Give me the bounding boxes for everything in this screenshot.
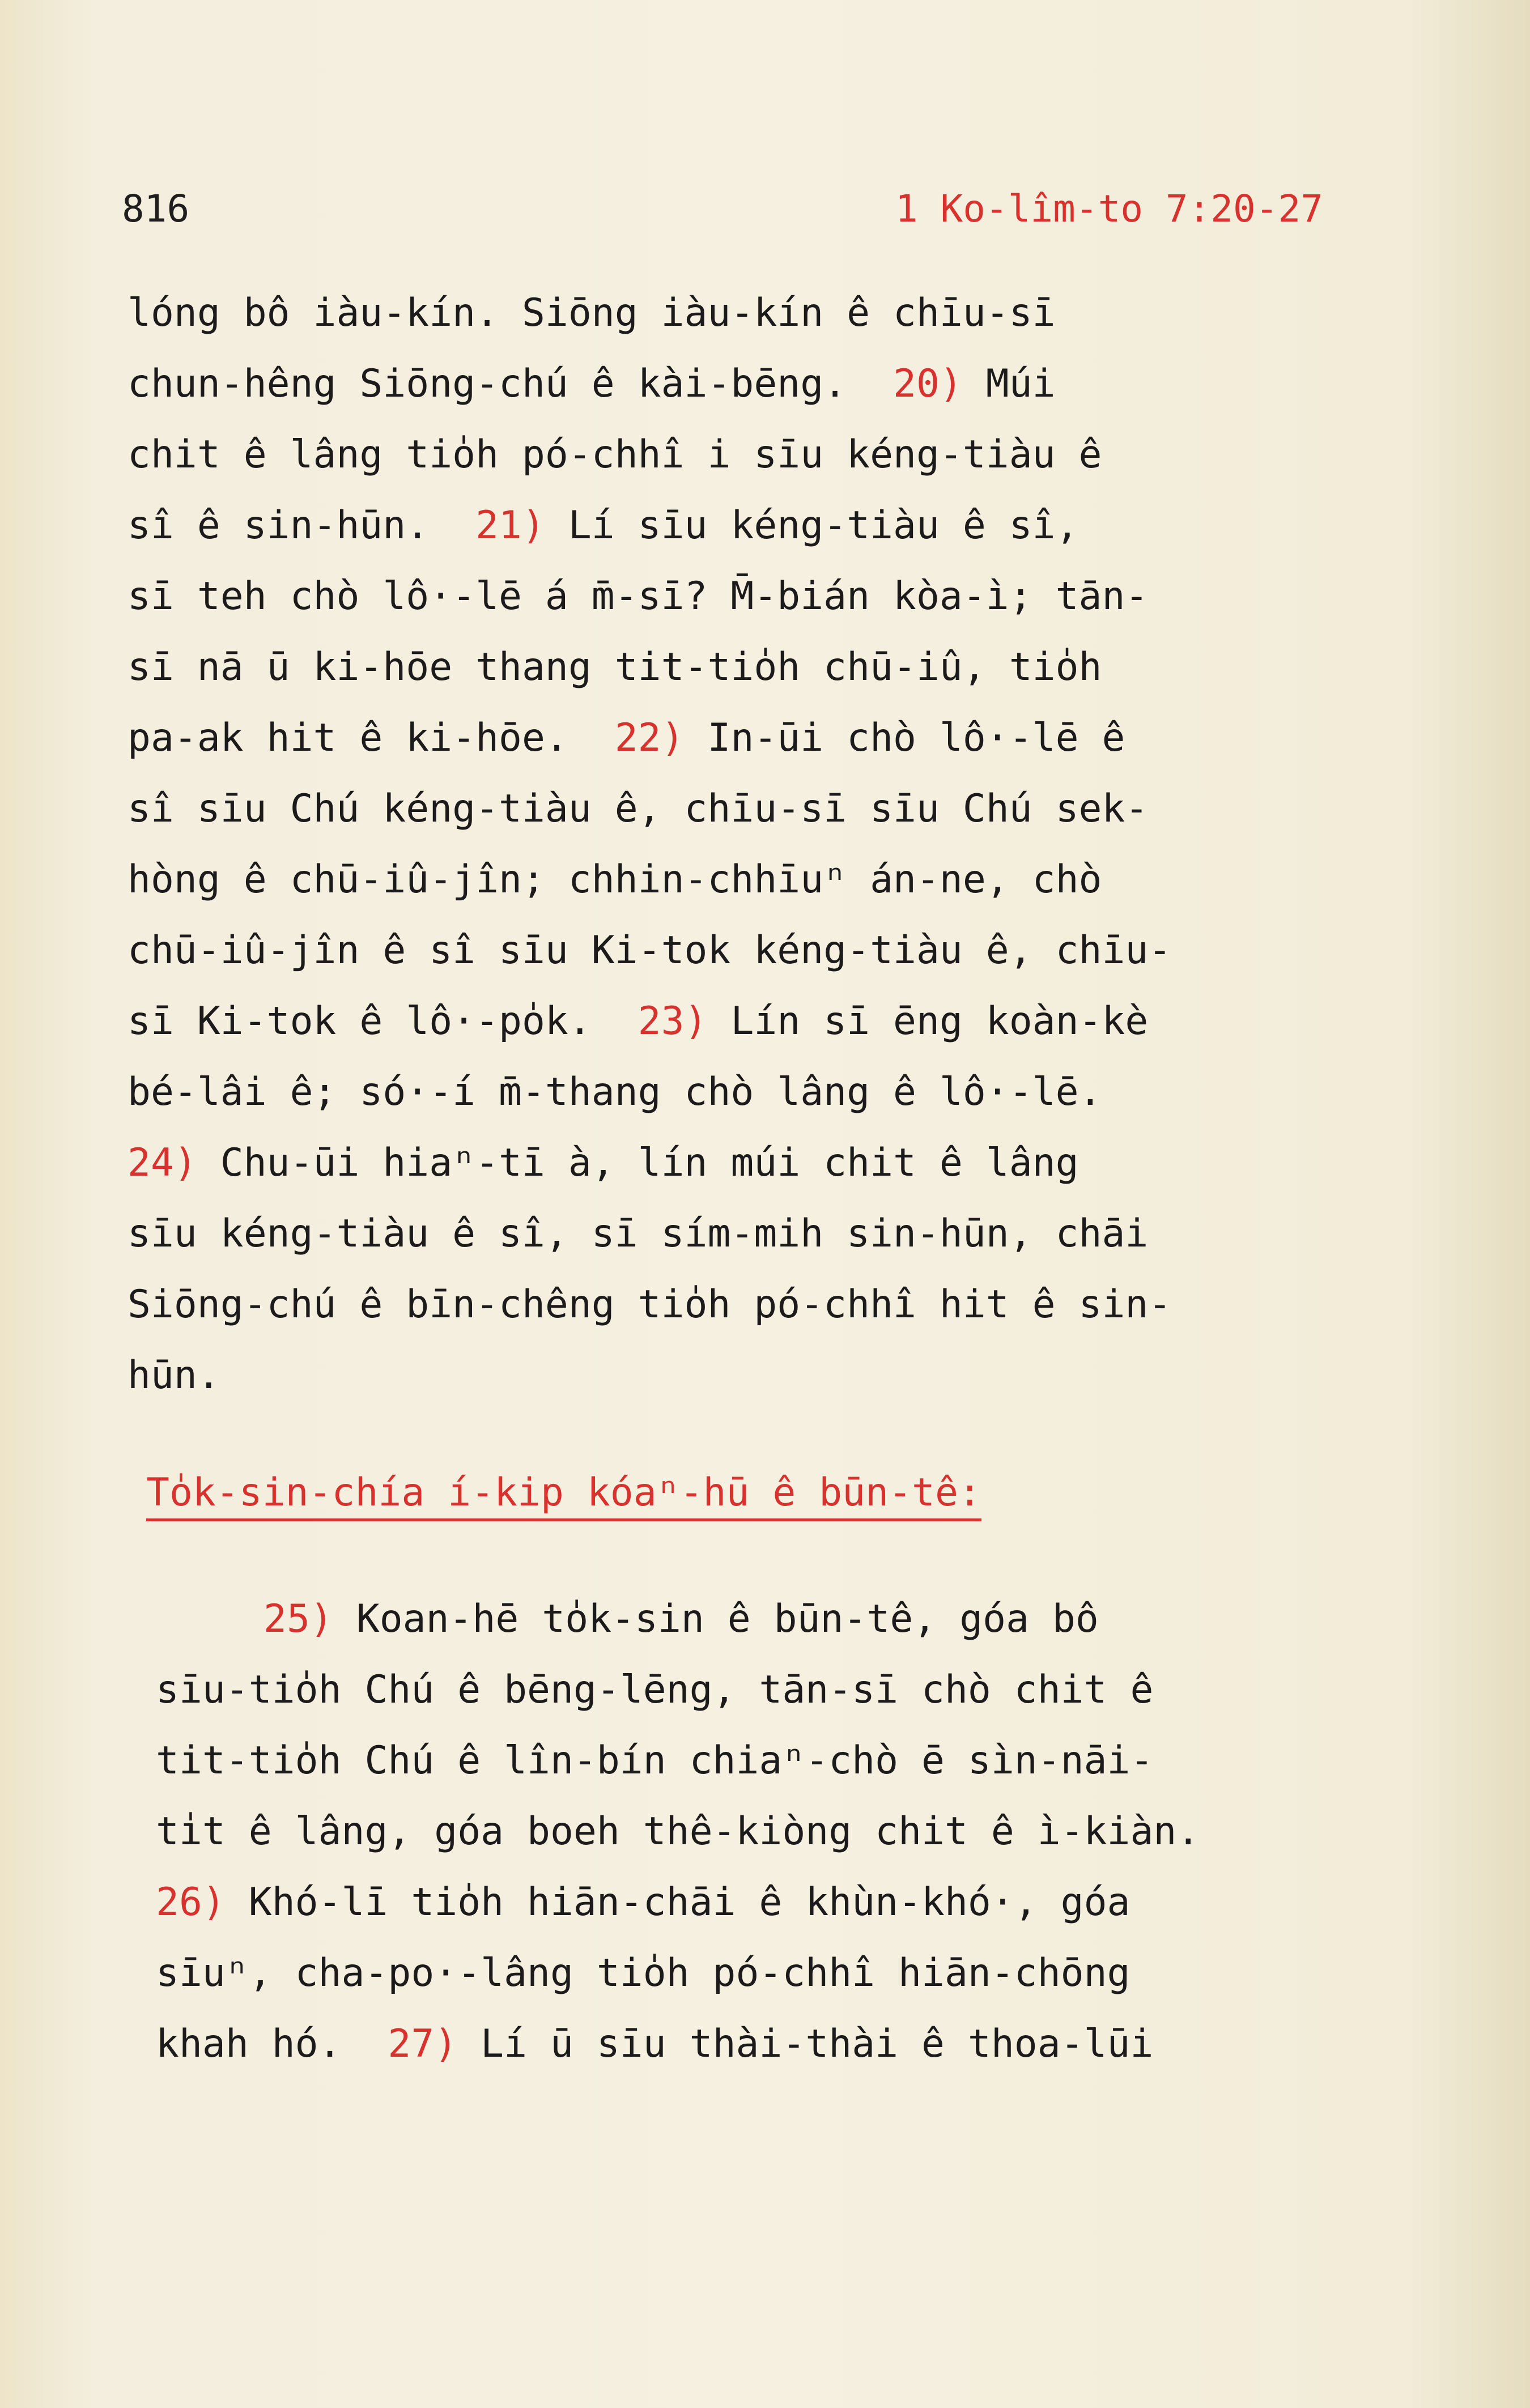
text-line xyxy=(128,419,1442,490)
text-line xyxy=(128,1198,1442,1269)
text-segment: chū-iû-jîn ê sî sīu Ki-tok kéng-tiàu ê, chīu- xyxy=(128,928,1172,973)
page-number: 816 xyxy=(122,187,190,231)
verse-number: 21) xyxy=(475,503,545,548)
verse-number: 24) xyxy=(128,1141,197,1185)
text-segment: In-ūi chò lô·-lē ê xyxy=(684,716,1125,760)
text-line xyxy=(128,348,1442,419)
text-segment: chit ê lâng tio̍h pó-chhî i sīu kéng-tiàu ê xyxy=(128,432,1102,477)
paragraph-verses-25-27 xyxy=(156,1584,1448,2079)
text-segment: Chu-ūi hiaⁿ-tī à, lín múi chit ê lâng xyxy=(197,1141,1079,1185)
text-segment: khah hó. xyxy=(156,2022,388,2066)
running-head: 1 Ko-lîm-to 7:20-27 xyxy=(895,187,1323,231)
text-line xyxy=(128,1340,1442,1411)
text-segment: sî sīu Chú kéng-tiàu ê, chīu-sī sīu Chú sek- xyxy=(128,786,1149,831)
text-segment: Lín sī ēng koàn-kè xyxy=(707,999,1149,1044)
text-line xyxy=(128,773,1442,844)
text-segment: bé-lâi ê; só·-í m̄-thang chò lâng ê lô·-lē. xyxy=(128,1070,1102,1114)
text-line xyxy=(156,1867,1448,1938)
text-segment: hūn. xyxy=(128,1353,220,1398)
text-line xyxy=(128,1057,1442,1128)
text-line xyxy=(128,278,1442,348)
text-segment: Siōng-chú ê bīn-chêng tio̍h pó-chhî hit ê sin- xyxy=(128,1282,1172,1327)
text-segment: sīuⁿ, cha-po·-lâng tio̍h pó-chhî hiān-chōng xyxy=(156,1951,1130,1996)
text-line xyxy=(128,490,1442,561)
text-segment: lóng bô iàu-kín. Siōng iàu-kín ê chīu-sī xyxy=(128,291,1056,335)
page-header xyxy=(122,187,1323,255)
text-segment: Lí ū sīu thài-thài ê thoa-lūi xyxy=(457,2022,1154,2066)
text-segment: Múi xyxy=(962,361,1056,406)
text-segment: sî ê sin-hūn. xyxy=(128,503,476,548)
text-line xyxy=(128,1269,1442,1340)
text-line xyxy=(128,1128,1442,1198)
verse-number: 27) xyxy=(388,2022,458,2066)
text-line xyxy=(128,703,1442,773)
text-line xyxy=(128,915,1442,986)
text-line xyxy=(156,1938,1448,2009)
text-line xyxy=(128,986,1442,1057)
text-line xyxy=(156,2009,1448,2079)
text-segment: sī teh chò lô·-lē á m̄-sī? M̄-bián kòa-ì; tān- xyxy=(128,574,1149,619)
text-line xyxy=(128,561,1442,632)
text-line xyxy=(128,844,1442,915)
text-segment: Lí sīu kéng-tiàu ê sî, xyxy=(545,503,1079,548)
verse-number: 20) xyxy=(893,361,963,406)
verse-number: 23) xyxy=(638,999,708,1044)
text-line xyxy=(156,1725,1448,1796)
text-line xyxy=(128,632,1442,703)
text-line xyxy=(156,1654,1448,1725)
text-segment: sīu kéng-tiàu ê sî, sī sím-mih sin-hūn, chāi xyxy=(128,1211,1149,1256)
paragraph-verses-20-24 xyxy=(128,278,1442,1411)
text-segment: sīu-tio̍h Chú ê bēng-lēng, tān-sī chò chit ê xyxy=(156,1667,1154,1712)
text-segment: Khó-lī tio̍h hiān-chāi ê khùn-khó·, góa xyxy=(225,1880,1130,1925)
verse-number: 25) xyxy=(264,1597,333,1641)
text-segment: tit-tio̍h Chú ê lîn-bín chiaⁿ-chò ē sìn-nāi- xyxy=(156,1738,1154,1783)
text-segment: sī Ki-tok ê lô·-po̍k. xyxy=(128,999,638,1044)
text-segment: pa-ak hit ê ki-hōe. xyxy=(128,716,615,760)
text-segment: Koan-hē to̍k-sin ê būn-tê, góa bô xyxy=(333,1597,1099,1641)
verse-number: 26) xyxy=(156,1880,226,1925)
text-segment: hòng ê chū-iû-jîn; chhin-chhīuⁿ án-ne, chò xyxy=(128,857,1102,902)
verse-number: 22) xyxy=(614,716,685,760)
text-line xyxy=(156,1796,1448,1867)
text-segment: chun-hêng Siōng-chú ê kài-bēng. xyxy=(128,361,894,406)
text-segment: sī nā ū ki-hōe thang tit-tio̍h chū-iû, tio̍h xyxy=(128,645,1102,690)
text-segment: ti̍t ê lâng, góa boeh thê-kiòng chit ê ì-kiàn. xyxy=(156,1809,1200,1854)
text-line xyxy=(156,1584,1448,1654)
section-heading: To̍k-sin-chía í-kip kóaⁿ-hū ê būn-tê: xyxy=(146,1470,981,1521)
